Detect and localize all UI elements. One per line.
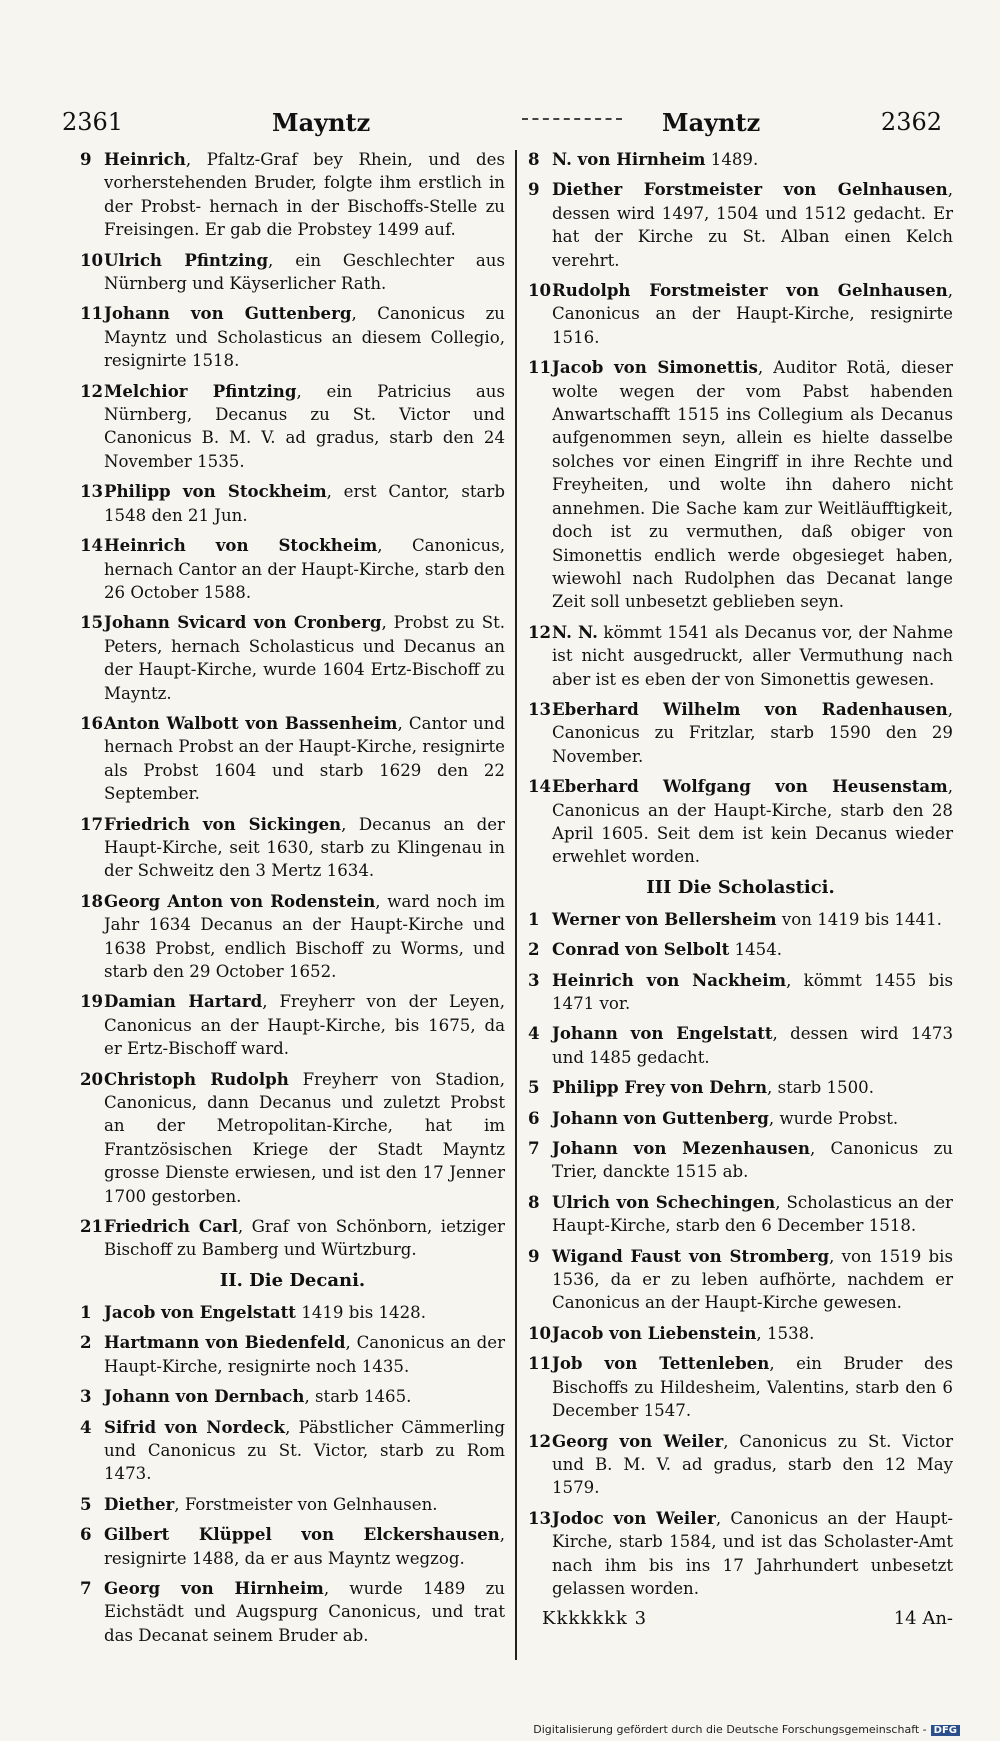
entry-name: Philipp von Stockheim [104, 481, 327, 502]
entry-text: , Probst zu St. Peters, hernach Scholasticus und Decanus an der Haupt-Kirche, wurde 1604 Ertz-Bischoff zu Mayntz. [104, 613, 506, 703]
decani-list [80, 1301, 505, 1647]
credit-text: Digitalisierung gefördert durch die Deutsche Forschungsgemeinschaft - [533, 1723, 927, 1736]
entry-name: Jodoc von Weiler [552, 1507, 716, 1528]
entry-number: 12 [80, 380, 104, 401]
entry-name: Friedrich von Sickingen [104, 813, 342, 834]
entry-name: Eberhard Wolfgang von Heusenstam [552, 776, 948, 797]
entry-text: , Decanus an der Haupt-Kirche, seit 1630, starb zu Klingenau in der Schweitz den 3 Mertz 1634. [104, 814, 505, 881]
entry-text: , Canonicus an der Haupt-Kirche, starb den 28 April 1605. Seit dem ist kein Decanus wieder erwehlet worden. [552, 777, 953, 867]
entry-name: Johann Svicard von Cronberg [104, 612, 382, 633]
entry-number: 14 [80, 535, 104, 556]
entry-number: 2 [528, 939, 540, 960]
list-item [80, 1331, 505, 1378]
entry-number: 12 [528, 621, 552, 642]
list-item [80, 1068, 505, 1208]
list-item [528, 1076, 953, 1099]
entry-number: 6 [528, 1107, 540, 1128]
entry-text: , erst Cantor, starb 1548 den 21 Jun. [104, 482, 505, 525]
list-item [80, 1385, 505, 1408]
list-item [80, 611, 505, 705]
list-item [528, 1137, 953, 1184]
entry-text: , ein Bruder des Bischoffs zu Hildesheim, Valentins, starb den 6 December 1547. [552, 1354, 953, 1421]
list-item [528, 148, 953, 171]
entry-name: Diether Forstmeister von Gelnhausen [552, 179, 948, 200]
entry-number: 9 [528, 179, 540, 200]
entry-text: , Canonicus zu Mayntz und Scholasticus an diesem Collegio, resignirte 1518. [104, 304, 505, 371]
left-running-title: Mayntz [272, 108, 371, 137]
entry-name: Ulrich Pfintzing [104, 249, 269, 270]
list-item [80, 534, 505, 604]
list-item [80, 1416, 505, 1486]
entry-text: , Cantor und hernach Probst an der Haupt-Kirche, resignirte als Probst 1604 und starb 1629 den 22 September. [104, 713, 505, 804]
entry-text: , dessen wird 1473 und 1485 gedacht. [552, 1024, 953, 1067]
list-item [80, 1215, 505, 1262]
entry-text: , von 1519 bis 1536, da er zu leben aufhörte, nachdem er Canonicus an der Haupt-Kirche gewesen. [552, 1246, 954, 1313]
decani-list-continued [528, 148, 953, 869]
list-item [528, 938, 953, 961]
left-column [80, 148, 505, 1654]
entry-number: 15 [80, 612, 104, 633]
page-footer-row [528, 1608, 953, 1629]
entry-number: 20 [80, 1068, 104, 1089]
entry-text: , Forstmeister von Gelnhausen. [174, 1494, 438, 1514]
entry-number: 11 [528, 1353, 552, 1374]
entry-number: 11 [528, 357, 552, 378]
entry-number: 17 [80, 813, 104, 834]
entry-name: Georg von Weiler [552, 1430, 724, 1451]
entry-number: 13 [80, 481, 104, 502]
entry-name: Johann von Guttenberg [552, 1107, 769, 1128]
digitization-credit [533, 1723, 960, 1736]
list-item [528, 1022, 953, 1069]
entry-name: Jacob von Simonettis [552, 357, 758, 378]
entry-number: 5 [528, 1077, 540, 1098]
list-item [80, 148, 505, 242]
running-header [62, 100, 942, 140]
entry-number: 19 [80, 991, 104, 1012]
entry-text: , wurde Probst. [768, 1108, 899, 1128]
entry-name: Eberhard Wilhelm von Radenhausen [552, 698, 948, 719]
entry-name: N. N. [552, 621, 598, 642]
list-item [528, 279, 953, 349]
scholastici-list [528, 908, 953, 1601]
entry-text: , ein Geschlechter aus Nürnberg und Käyserlicher Rath. [104, 250, 505, 294]
dfg-logo: DFG [931, 1725, 960, 1736]
list-item [80, 712, 505, 806]
entry-text: , Canonicus, hernach Cantor an der Haupt-Kirche, starb den 26 October 1588. [104, 536, 505, 602]
list-item [80, 1523, 505, 1570]
list-item [528, 969, 953, 1016]
catchword: 14 An- [893, 1608, 953, 1630]
list-item [528, 1352, 953, 1422]
right-page-number: 2362 [880, 108, 942, 136]
list-item [80, 990, 505, 1060]
entry-text: , Graf von Schönborn, ietziger Bischoff zu Bamberg und Würtzburg. [104, 1217, 505, 1260]
entry-number: 13 [528, 1507, 552, 1528]
entry-number: 4 [80, 1416, 92, 1437]
entry-name: Philipp Frey von Dehrn [552, 1077, 768, 1098]
entry-text: , Canonicus zu Trier, danckte 1515 ab. [552, 1139, 953, 1182]
entry-number: 21 [80, 1216, 104, 1237]
list-item [528, 1430, 953, 1500]
list-item [528, 908, 953, 931]
entry-text: Freyherr von Stadion, Canonicus, dann Decanus und zuletzt Probst an der Metropolitan-Kirche, hat im Frantzösischen Kriege der Stadt Mayntz grosse Dienste erwiesen, und ist den 17 Jenner 1700 gestorben. [104, 1069, 505, 1206]
entry-text: , ward noch im Jahr 1634 Decanus an der Haupt-Kirche und 1638 Probst, endlich Bischoff zu Worms, und starb den 29 October 1652. [104, 891, 506, 981]
entry-text: , resignirte 1488, da er aus Mayntz wegzog. [104, 1525, 505, 1568]
entry-name: Gilbert Klüppel von Elckershausen [104, 1524, 500, 1545]
entry-name: Werner von Bellersheim [552, 908, 777, 929]
entry-name: Conrad von Selbolt [552, 939, 730, 960]
entry-name: Heinrich [104, 149, 186, 169]
signature-mark: Kkkkkkk 3 [542, 1608, 648, 1630]
entry-text: , Päbstlicher Cämmerling und Canonicus zu St. Victor, starb zu Rom 1473. [104, 1417, 505, 1484]
entry-number: 4 [528, 1023, 540, 1044]
entry-name: Johann von Guttenberg [104, 303, 352, 324]
list-item [80, 380, 505, 474]
entry-number: 7 [528, 1138, 540, 1159]
entry-number: 5 [80, 1493, 92, 1514]
list-item [80, 249, 505, 296]
entry-number: 10 [528, 1322, 552, 1343]
entry-text: , Pfaltz-Graf bey Rhein, und des vorherstehenden Bruder, folgte ihm erstlich in der Probst- hernach in der Bischoffs-Stelle zu Freisingen. Er gab die Probstey 1499 auf. [104, 150, 505, 240]
entry-number: 1 [80, 1301, 92, 1322]
column-divider [515, 150, 517, 1660]
list-item [528, 1322, 953, 1345]
entry-number: 14 [528, 776, 552, 797]
entry-number: 8 [528, 149, 540, 169]
entry-text: kömmt 1541 als Decanus vor, der Nahme ist nicht ausgedruckt, aller Vermuthung nach aber ist es eben der von Simonettis gewesen. [552, 622, 954, 689]
entry-number: 12 [528, 1430, 552, 1451]
entry-name: Diether [104, 1493, 175, 1514]
entry-name: Heinrich von Stockheim [104, 535, 378, 556]
entry-number: 18 [80, 890, 104, 911]
entry-name: Heinrich von Nackheim [552, 969, 787, 990]
entry-text: 1419 bis 1428. [295, 1302, 426, 1322]
probst-list [80, 148, 505, 1262]
entry-name: Georg Anton von Rodenstein [104, 890, 376, 911]
entry-text: , Auditor Rotä, dieser wolte wegen der vom Pabst habenden Anwartschafft 1515 ins Collegium als Decanus aufgenommen seyn, allein es hielte dasselbe solches vor einen Eingriff in ihre Rechte und Freyheiten, und wolte ihn dahero nicht annehmen. Die Sache kam zur Weitläufftigkeit, doch ist zu vermuthen, daß obiger von Simonettis endlich werde obgesieget haben, wiewohl nach Rudolphen das Decanat lange Zeit soll unbesetzt geblieben seyn. [552, 358, 953, 612]
section-heading-scholastici: III Die Scholastici. [646, 876, 835, 898]
header-ornament [522, 118, 622, 120]
entry-text: , Freyherr von der Leyen, Canonicus an der Haupt-Kirche, bis 1675, da er Ertz-Bischoff ward. [104, 992, 505, 1059]
list-item [80, 813, 505, 883]
list-item [528, 775, 953, 869]
entry-name: Christoph Rudolph [104, 1068, 289, 1089]
entry-text: , Canonicus an der Haupt-Kirche, resignirte 1516. [552, 281, 953, 347]
entry-name: Johann von Dernbach [104, 1386, 305, 1407]
entry-name: Georg von Hirnheim [104, 1577, 324, 1598]
entry-number: 8 [528, 1191, 540, 1212]
entry-text: 1454. [729, 940, 783, 960]
entry-name: Sifrid von Nordeck [104, 1416, 286, 1437]
list-item [528, 1507, 953, 1601]
entry-number: 9 [528, 1245, 540, 1266]
entry-text: , starb 1465. [304, 1387, 412, 1407]
list-item [528, 621, 953, 691]
list-item [528, 1191, 953, 1238]
entry-name: N. von Hirnheim [552, 149, 706, 169]
entry-name: Friedrich Carl [104, 1216, 238, 1237]
entry-name: Johann von Engelstatt [552, 1023, 773, 1044]
section-heading-decani: II. Die Decani. [219, 1269, 366, 1291]
entry-number: 2 [80, 1332, 92, 1353]
entry-name: Johann von Mezenhausen [552, 1138, 810, 1159]
entry-name: Melchior Pfintzing [104, 380, 297, 401]
entry-text: , kömmt 1455 bis 1471 vor. [552, 970, 953, 1013]
entry-number: 16 [80, 712, 104, 733]
list-item [80, 1577, 505, 1647]
entry-text: , Canonicus zu St. Victor und B. M. V. ad gradus, starb den 12 May 1579. [552, 1431, 953, 1498]
entry-name: Damian Hartard [104, 991, 263, 1012]
entry-text: , dessen wird 1497, 1504 und 1512 gedacht. Er hat der Kirche zu St. Alban einen Kelch verehrt. [552, 180, 953, 270]
entry-name: Jacob von Engelstatt [104, 1301, 296, 1322]
entry-number: 9 [80, 149, 92, 169]
entry-number: 1 [528, 908, 540, 929]
entry-text: , ein Patricius aus Nürnberg, Decanus zu St. Victor und Canonicus B. M. V. ad gradus, starb den 24 November 1535. [104, 381, 505, 471]
entry-text: , wurde 1489 zu Eichstädt und Augspurg Canonicus, und trat das Decanat seinem Bruder ab. [104, 1578, 505, 1645]
list-item [528, 178, 953, 272]
list-item [80, 1301, 505, 1324]
list-item [80, 480, 505, 527]
entry-number: 7 [80, 1577, 92, 1598]
entry-text: , starb 1500. [767, 1078, 874, 1098]
entry-text: 1489. [705, 150, 759, 169]
list-item [80, 890, 505, 984]
entry-text: , Scholasticus an der Haupt-Kirche, starb den 6 December 1518. [552, 1192, 953, 1236]
entry-number: 10 [80, 249, 104, 270]
entry-number: 3 [528, 969, 540, 990]
entry-name: Wigand Faust von Stromberg [552, 1245, 830, 1266]
entry-name: Job von Tettenleben [552, 1353, 770, 1374]
list-item [80, 302, 505, 372]
entry-number: 3 [80, 1386, 92, 1407]
list-item [528, 356, 953, 613]
entry-name: Jacob von Liebenstein [552, 1322, 757, 1343]
list-item [528, 1245, 953, 1315]
right-running-title: Mayntz [662, 108, 761, 137]
entry-name: Rudolph Forstmeister von Gelnhausen [552, 280, 948, 301]
right-column [528, 148, 953, 1629]
entry-text: , Canonicus an der Haupt-Kirche, starb 1584, und ist das Scholaster-Amt nach ihm bis ins 17 Jahrhundert unbesetzt gelassen worden. [552, 1508, 953, 1598]
entry-text: , Canonicus zu Fritzlar, starb 1590 den 29 November. [552, 699, 953, 766]
list-item [80, 1493, 505, 1516]
list-item [528, 1107, 953, 1130]
entry-name: Ulrich von Schechingen [552, 1191, 776, 1212]
entry-name: Hartmann von Biedenfeld [104, 1332, 346, 1353]
entry-number: 13 [528, 698, 552, 719]
entry-name: Anton Walbott von Bassenheim [104, 712, 398, 733]
list-item [528, 698, 953, 768]
entry-number: 6 [80, 1524, 92, 1545]
entry-number: 10 [528, 280, 552, 301]
entry-text: , Canonicus an der Haupt-Kirche, resignirte noch 1435. [104, 1333, 505, 1376]
left-page-number: 2361 [62, 108, 124, 136]
entry-text: , 1538. [756, 1323, 815, 1343]
entry-text: von 1419 bis 1441. [776, 909, 942, 929]
entry-number: 11 [80, 303, 104, 324]
